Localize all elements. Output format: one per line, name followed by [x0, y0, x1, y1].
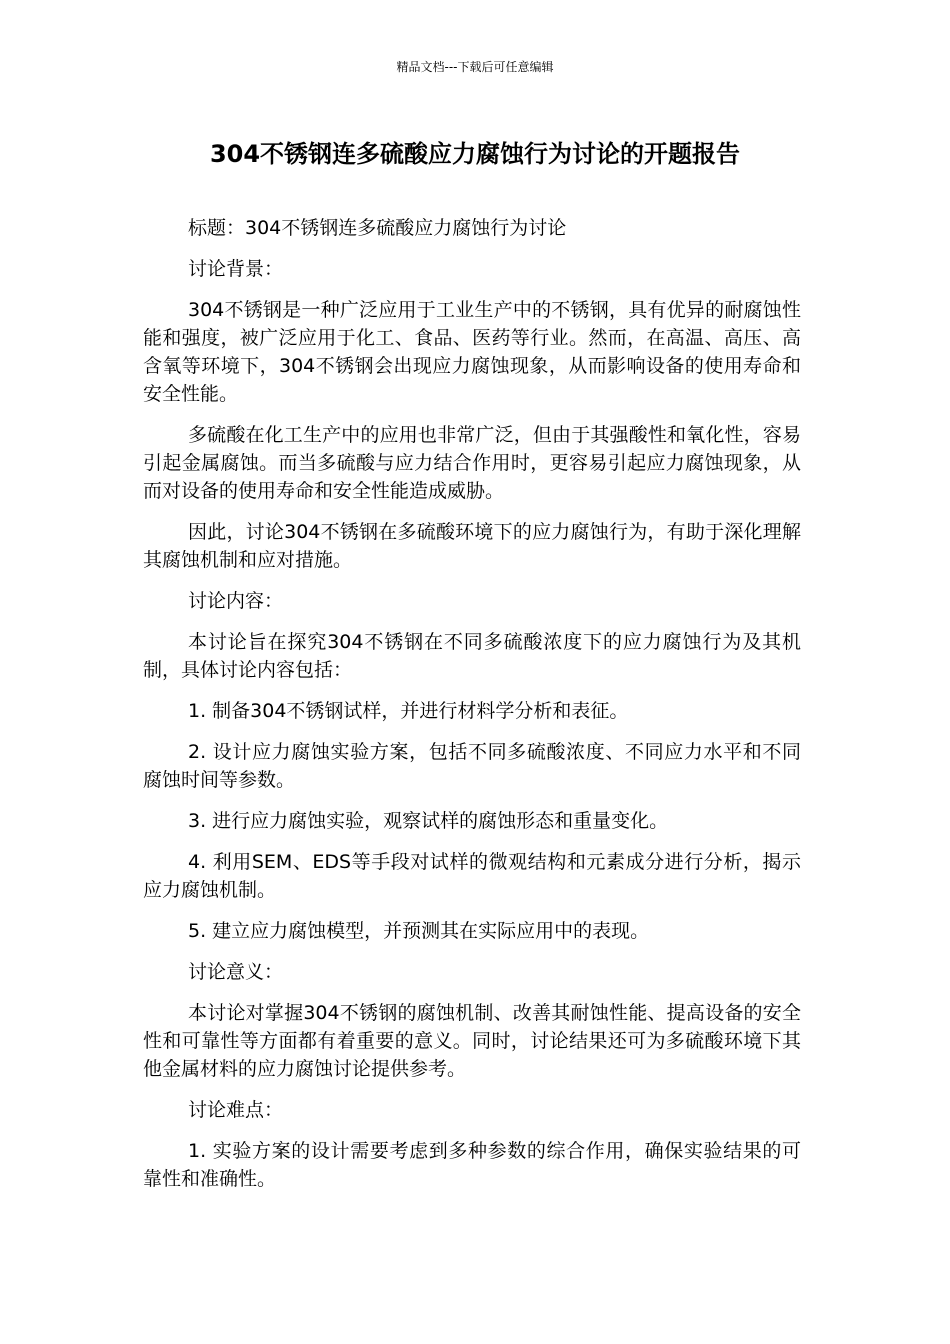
content-list-item-4: 4. 利用SEM、EDS等手段对试样的微观结构和元素成分进行分析，揭示应力腐蚀机制。 [143, 851, 801, 901]
difficulties-list-item-1: 1. 实验方案的设计需要考虑到多种参数的综合作用，确保实验结果的可靠性和准确性。 [143, 1140, 801, 1190]
content-list-item-1: 1. 制备304不锈钢试样，并进行材料学分析和表征。 [188, 700, 629, 722]
background-paragraph-2: 多硫酸在化工生产中的应用也非常广泛，但由于其强酸性和氧化性，容易引起金属腐蚀。而当多硫酸与应力结合作用时，更容易引起应力腐蚀现象，从而对设备的使用寿命和安全性能造成威胁。 [143, 424, 801, 502]
document-body [143, 214, 801, 1206]
section-heading-content: 讨论内容： [188, 590, 284, 612]
page-header: 精品文档---下载后可任意编辑 [396, 60, 554, 74]
content-list-item-5: 5. 建立应力腐蚀模型，并预测其在实际应用中的表现。 [188, 920, 650, 942]
section-heading-difficulties: 讨论难点： [188, 1099, 284, 1121]
content-intro-paragraph: 本讨论旨在探究304不锈钢在不同多硫酸浓度下的应力腐蚀行为及其机制，具体讨论内容包括： [143, 631, 801, 681]
section-heading-background: 讨论背景： [188, 258, 284, 280]
content-list-item-3: 3. 进行应力腐蚀实验，观察试样的腐蚀形态和重量变化。 [188, 810, 669, 832]
background-paragraph-1: 304不锈钢是一种广泛应用于工业生产中的不锈钢，具有优异的耐腐蚀性能和强度，被广泛应用于化工、食品、医药等行业。然而，在高温、高压、高含氧等环境下，304不锈钢会出现应力腐蚀现象，从而影响设备的使用寿命和安全性能。 [143, 299, 801, 405]
document-title: 304不锈钢连多硫酸应力腐蚀行为讨论的开题报告 [209, 140, 741, 168]
background-paragraph-3: 因此，讨论304不锈钢在多硫酸环境下的应力腐蚀行为，有助于深化理解其腐蚀机制和应对措施。 [143, 521, 801, 571]
subject-line: 标题：304不锈钢连多硫酸应力腐蚀行为讨论 [188, 217, 567, 239]
content-list-item-2: 2. 设计应力腐蚀实验方案，包括不同多硫酸浓度、不同应力水平和不同腐蚀时间等参数。 [143, 741, 801, 791]
significance-paragraph: 本讨论对掌握304不锈钢的腐蚀机制、改善其耐蚀性能、提高设备的安全性和可靠性等方面都有着重要的意义。同时，讨论结果还可为多硫酸环境下其他金属材料的应力腐蚀讨论提供参考。 [143, 1002, 801, 1080]
section-heading-significance: 讨论意义： [188, 961, 284, 983]
